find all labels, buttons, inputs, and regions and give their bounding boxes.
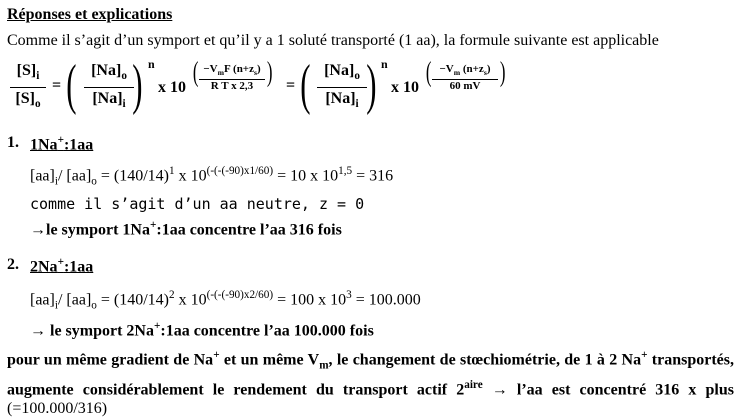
formula-equals-1: = (52, 77, 62, 94)
formula-open-paren-1: ( (66, 54, 77, 116)
formula-na-ratio-2: $[Na]_o$ $[Na]_i$ (317, 61, 367, 114)
formula-exponent-2: $-V_m$ $(n+z_s)$ 60 mV (432, 63, 498, 93)
conclusion-paragraph: pour un même gradient de Na+ et un même $V_m$, le changement de stœchiométrie, de 1 à 2 Na+ transportés, augmente considérablement le rendement du transport actif $2^{aire}$ → l’aa est concentré 316 x plus (=100.000/316) (7, 349, 735, 417)
formula-close-paren-2: ) (366, 54, 377, 116)
arrow-icon: → (30, 322, 46, 340)
intro-text: Comme il s’agit d’un symport et qu’il y a 1 soluté transporté (1 aa), la formule suivante est applicable (7, 32, 659, 49)
section1-note: comme il s’agit d’un aa neutre, z = 0 (30, 195, 365, 213)
formula-exponent-1: $-V_mF$ $(n+z_s)$ R T x 2,3 (199, 63, 265, 93)
page-heading: Réponses et explications (7, 6, 173, 23)
section1-result: →le symport 1Na+:1aa concentre l’aa 316 fois (30, 219, 342, 239)
formula-equals-2: = (286, 77, 296, 94)
formula-close-paren-1: ) (132, 54, 143, 116)
formula-power-n-1: n (148, 57, 155, 71)
formula-exp-close-paren-2: ) (499, 57, 506, 88)
formula-na-ratio-1: $[Na]_o$ $[Na]_i$ (84, 61, 134, 114)
formula-s-ratio: $[S]_i$ $[S]_o$ (10, 61, 46, 114)
formula-exp-open-paren-1: ( (192, 57, 199, 88)
section2-result: → le symport 2Na+:1aa concentre l’aa 100.000 fois (30, 320, 374, 340)
formula-times-ten-1: x 10 (158, 79, 186, 96)
section1-title: 1Na+:1aa (30, 134, 94, 154)
arrow-icon: → (30, 221, 46, 239)
formula-power-n-2: n (381, 57, 388, 71)
section2-calculation: $[aa]_i/$ $[aa]_o = (140/14)^2$ x $10^{(-(-(-90)x2/60)} = 100$ x $10^3 = 100.000$ (30, 289, 421, 312)
formula-open-paren-2: ( (300, 54, 311, 116)
formula-exp-open-paren-2: ( (425, 57, 432, 88)
section2-title: 2Na+:1aa (30, 256, 94, 276)
section2-number: 2. (7, 256, 19, 273)
symport-formula (10, 55, 750, 123)
formula-exp-close-paren-1: ) (266, 57, 273, 88)
section1-number: 1. (7, 134, 19, 151)
formula-times-ten-2: x 10 (391, 79, 419, 96)
section1-calculation: $[aa]_i/$ $[aa]_o = (140/14)^1$ x $10^{(-(-(-90)x1/60)} = 10$ x $10^{1,5} = 316$ (30, 165, 394, 188)
